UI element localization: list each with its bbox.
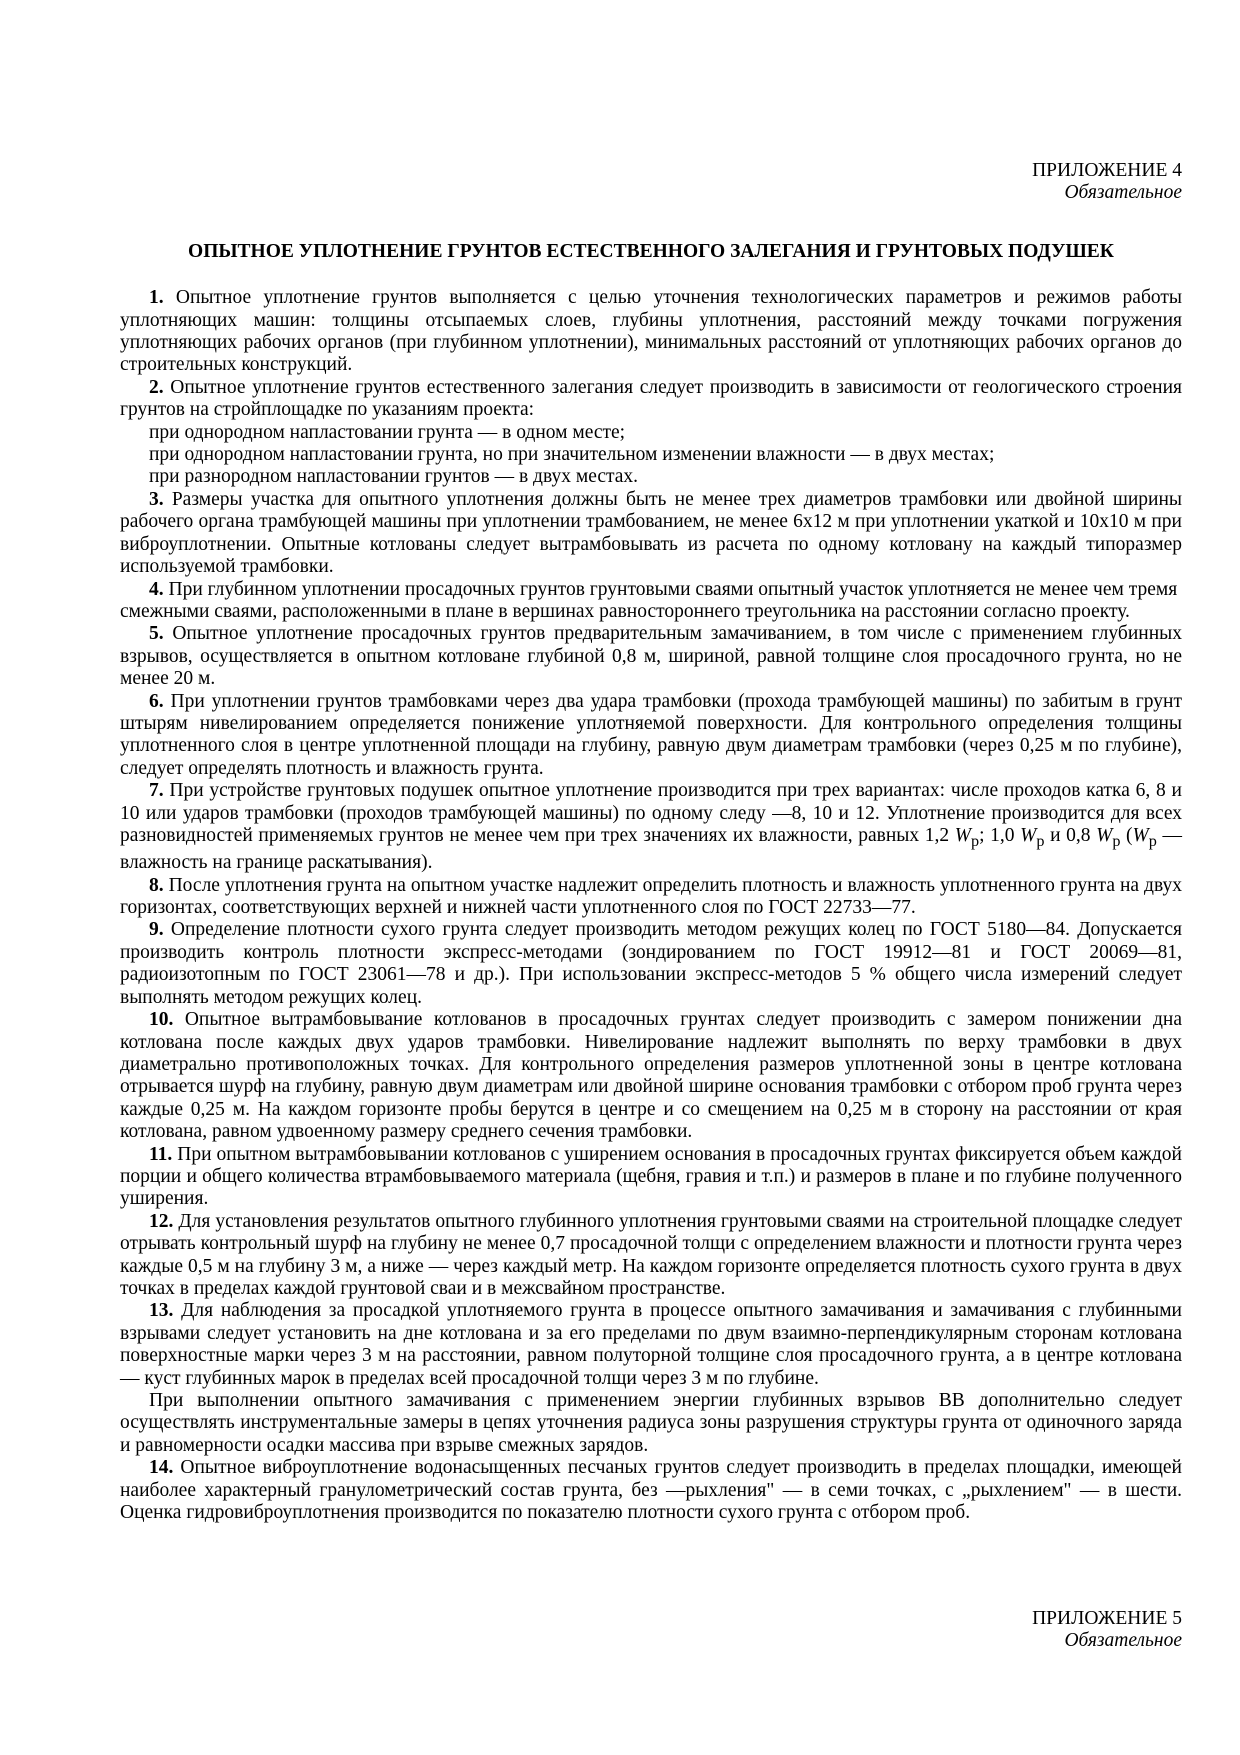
paragraph-number: 14. xyxy=(149,1457,174,1479)
paragraph-9 xyxy=(120,919,1182,1009)
moisture-symbol: W xyxy=(1096,824,1113,846)
paragraph-2 xyxy=(120,377,1182,422)
paragraph-11 xyxy=(120,1144,1182,1211)
paragraph-text: и 0,8 xyxy=(1044,824,1097,846)
moisture-symbol: W xyxy=(954,824,971,846)
paragraph-text: Опытное уплотнение просадочных грунтов предварительным замачиванием, в том числе с применением глубинных взрывов, осуществляется в опытном котловане глубиной 0,8 м, шириной, равной толщине слоя просадочного грунта, но не менее 20 м. xyxy=(120,623,1182,690)
paragraph-14 xyxy=(120,1457,1182,1524)
paragraph-number: 5. xyxy=(149,623,164,645)
document-page xyxy=(120,160,1183,1652)
paragraph-8 xyxy=(120,875,1182,920)
paragraph-10 xyxy=(120,1009,1182,1143)
paragraph-text: Для установления результатов опытного глубинного уплотнения грунтовыми сваями на строительной площадке следует отрывать контрольный шурф на глубину не менее 0,7 просадочной толщи с определением влажности и плотности грунта через каждые 0,5 м на глубину 3 м, а ниже — через каждый метр. На каждом горизонте определяется плотность сухого грунта в двух точках в пределах каждой грунтовой сваи и в межсвайном пространстве. xyxy=(120,1210,1182,1299)
appendix-footer xyxy=(1032,1608,1182,1653)
paragraph-text: ( xyxy=(1120,824,1133,846)
appendix-label: ПРИЛОЖЕНИЕ 5 xyxy=(1032,1608,1182,1629)
paragraph-text: Опытное вытрамбовывание котлованов в просадочных грунтах следует производить с замером понижении дна котлована после каждых двух ударов трамбовки. Нивелирование надлежит выполнять по верху трамбовки в двух диаметрально противоположных точках. Для контрольного определения размеров уплотненной зоны в центре котлована отрывается шурф на глубину, равную двум диаметрам или двойной ширине основания трамбовки с отбором проб грунта через каждые 0,25 м. На каждом горизонте пробы берутся в центре и со смещением на 0,25 м в сторону на расстоянии от края котлована, равном удвоенному размеру среднего сечения трамбовки. xyxy=(120,1009,1182,1143)
paragraph-text: При уплотнении грунтов трамбовками через два удара трамбовки (прохода трамбующей машины) по забитым в грунт штырям нивелированием определяется понижение уплотняемой поверхности. Для контрольного определения толщины уплотненного слоя в центре уплотненной площади на глубину, равную двум диаметрам трамбовки (через 0,25 м по глубине), следует определять плотность и влажность грунта. xyxy=(120,690,1182,779)
paragraph-text: Размеры участка для опытного уплотнения должны быть не менее трех диаметров трамбовки или двойной ширины рабочего органа трамбующей машины при уплотнении трамбованием, не менее 6х12 м при уплотнении укаткой и 10х10 м при виброуплотнении. Опытные котлованы следует вытрамбовывать из расчета по одному котловану на каждый типоразмер используемой трамбовки. xyxy=(120,488,1182,578)
paragraph-number: 10. xyxy=(149,1009,174,1031)
paragraph-12 xyxy=(120,1211,1182,1301)
paragraph-text: При устройстве грунтовых подушек опытное уплотнение производится при трех вариантах: числе проходов катка 6, 8 и 10 или ударов трамбовки (проходов трамбующей машины) по одному следу —8, 10 и 12. Уплотнение производится для всех разновидностей применяемых грунтов не менее чем при трех значениях их влажности, равных 1,2 xyxy=(120,780,1182,846)
paragraph-7 xyxy=(120,780,1182,875)
paragraph-3 xyxy=(120,489,1182,579)
paragraph-number: 1. xyxy=(149,287,164,309)
paragraph-number: 8. xyxy=(149,874,164,896)
paragraph-13 xyxy=(120,1300,1182,1390)
paragraph-6 xyxy=(120,691,1182,781)
paragraph-number: 7. xyxy=(149,780,164,802)
paragraph-4 xyxy=(120,579,1182,624)
moisture-subscript: p xyxy=(1036,831,1045,850)
paragraph-number: 2. xyxy=(149,376,164,398)
paragraph-text: Опытное виброуплотнение водонасыщенных песчаных грунтов следует производить в пределах площадки, имеющей наиболее характерный гранулометрический состав грунта, без ―рыхления" — в семи точках, с „рыхлением" — в шести. Оценка гидровиброуплотнения производится по показателю плотности сухого грунта с отбором проб. xyxy=(120,1457,1182,1524)
paragraph-text: При глубинном уплотнении просадочных грунтов грунтовыми сваями опытный участок уплотняется не менее чем тремя смежными сваями, расположенными в плане в вершинах равностороннего треугольника на расстоянии согласно проекту. xyxy=(120,578,1178,622)
paragraph-text: Опытное уплотнение грунтов естественного залегания следует производить в зависимости от геологического строения грунтов на стройплощадке по указаниям проекта: xyxy=(120,376,1182,421)
list-item: при разнородном напластовании грунтов — в двух местах. xyxy=(149,466,639,488)
paragraph-number: 13. xyxy=(149,1300,174,1322)
paragraph-text: После уплотнения грунта на опытном участке надлежит определить плотность и влажность уплотненного грунта на двух горизонтах, соответствующих верхней и нижней части уплотненного слоя по ГОСТ 22733—77. xyxy=(120,874,1182,919)
appendix-status: Обязательное xyxy=(1064,182,1182,204)
moisture-subscript: p xyxy=(970,831,980,850)
paragraph-number: 6. xyxy=(149,690,164,712)
list-item: при однородном напластовании грунта, но при значительном изменении влажности — в двух местах; xyxy=(149,444,995,466)
paragraph-text: При опытном вытрамбовывании котлованов с уширением основания в просадочных грунтах фиксируется объем каждой порции и общего количества втрамбовываемого материала (щебня, гравия и т.п.) и размеров в плане и по глубине полученного уширения. xyxy=(120,1143,1182,1210)
paragraph-text: Определение плотности сухого грунта следует производить методом режущих колец по ГОСТ 5180—84. Допускается производить контроль плотности экспресс-методами (зондированием по ГОСТ 19912—81 и ГОСТ 20069—81, радиоизотопным по ГОСТ 23061—78 и др.). При использовании экспресс-методов 5 % общего числа измерений следует выполнять методом режущих колец. xyxy=(120,919,1182,1008)
paragraph-text: Опытное уплотнение грунтов выполняется с целью уточнения технологических параметров и режимов работы уплотняющих машин: толщины отсыпаемых слоев, глубины уплотнения, расстояний между точками погружения уплотняющих рабочих органов (при глубинном уплотнении), минимальных расстояний от уплотняющих рабочих органов до строительных конструкций. xyxy=(120,287,1182,376)
moisture-symbol: W xyxy=(1020,824,1037,846)
paragraph-1 xyxy=(120,287,1182,377)
paragraph-number: 11. xyxy=(149,1143,173,1165)
paragraph-number: 3. xyxy=(149,488,164,510)
paragraph-5 xyxy=(120,623,1182,690)
paragraph-number: 4. xyxy=(149,578,164,600)
appendix-header xyxy=(120,160,1182,205)
paragraph-number: 9. xyxy=(149,919,164,941)
paragraph-text: — влажность на границе раскатывания). xyxy=(120,824,1183,874)
paragraph-text: ; 1,0 xyxy=(979,824,1021,846)
paragraph-number: 12. xyxy=(149,1210,174,1232)
moisture-subscript: p xyxy=(1112,831,1121,850)
appendix-status: Обязательное xyxy=(1064,1630,1182,1652)
section-title: ОПЫТНОЕ УПЛОТНЕНИЕ ГРУНТОВ ЕСТЕСТВЕННОГО ЗАЛЕГАНИЯ И ГРУНТОВЫХ ПОДУШЕК xyxy=(188,240,1114,262)
list-item: при однородном напластовании грунта — в одном месте; xyxy=(149,421,626,443)
paragraph-text: Для наблюдения за просадкой уплотняемого грунта в процессе опытного замачивания и замачивания с глубинными взрывами следует установить на дне котлована и за его пределами по двум взаимно-перпендикулярным сторонам котлована поверхностные марки через 3 м на расстоянии, равном полуторной толщине слоя просадочного грунта, а в центре котлована — куст глубинных марок в пределах всей просадочной толщи через 3 м по глубине. xyxy=(120,1300,1182,1389)
paragraph-13-continued: При выполнении опытного замачивания с применением энергии глубинных взрывов ВВ дополнительно следует осуществлять инструментальные замеры в цепях уточнения радиуса зоны разрушения структуры грунта от одиночного заряда и равномерности осадки массива при взрыве смежных зарядов. xyxy=(120,1390,1182,1456)
moisture-symbol: W xyxy=(1132,824,1149,846)
moisture-subscript: p xyxy=(1148,831,1157,850)
appendix-label: ПРИЛОЖЕНИЕ 4 xyxy=(1032,160,1182,181)
